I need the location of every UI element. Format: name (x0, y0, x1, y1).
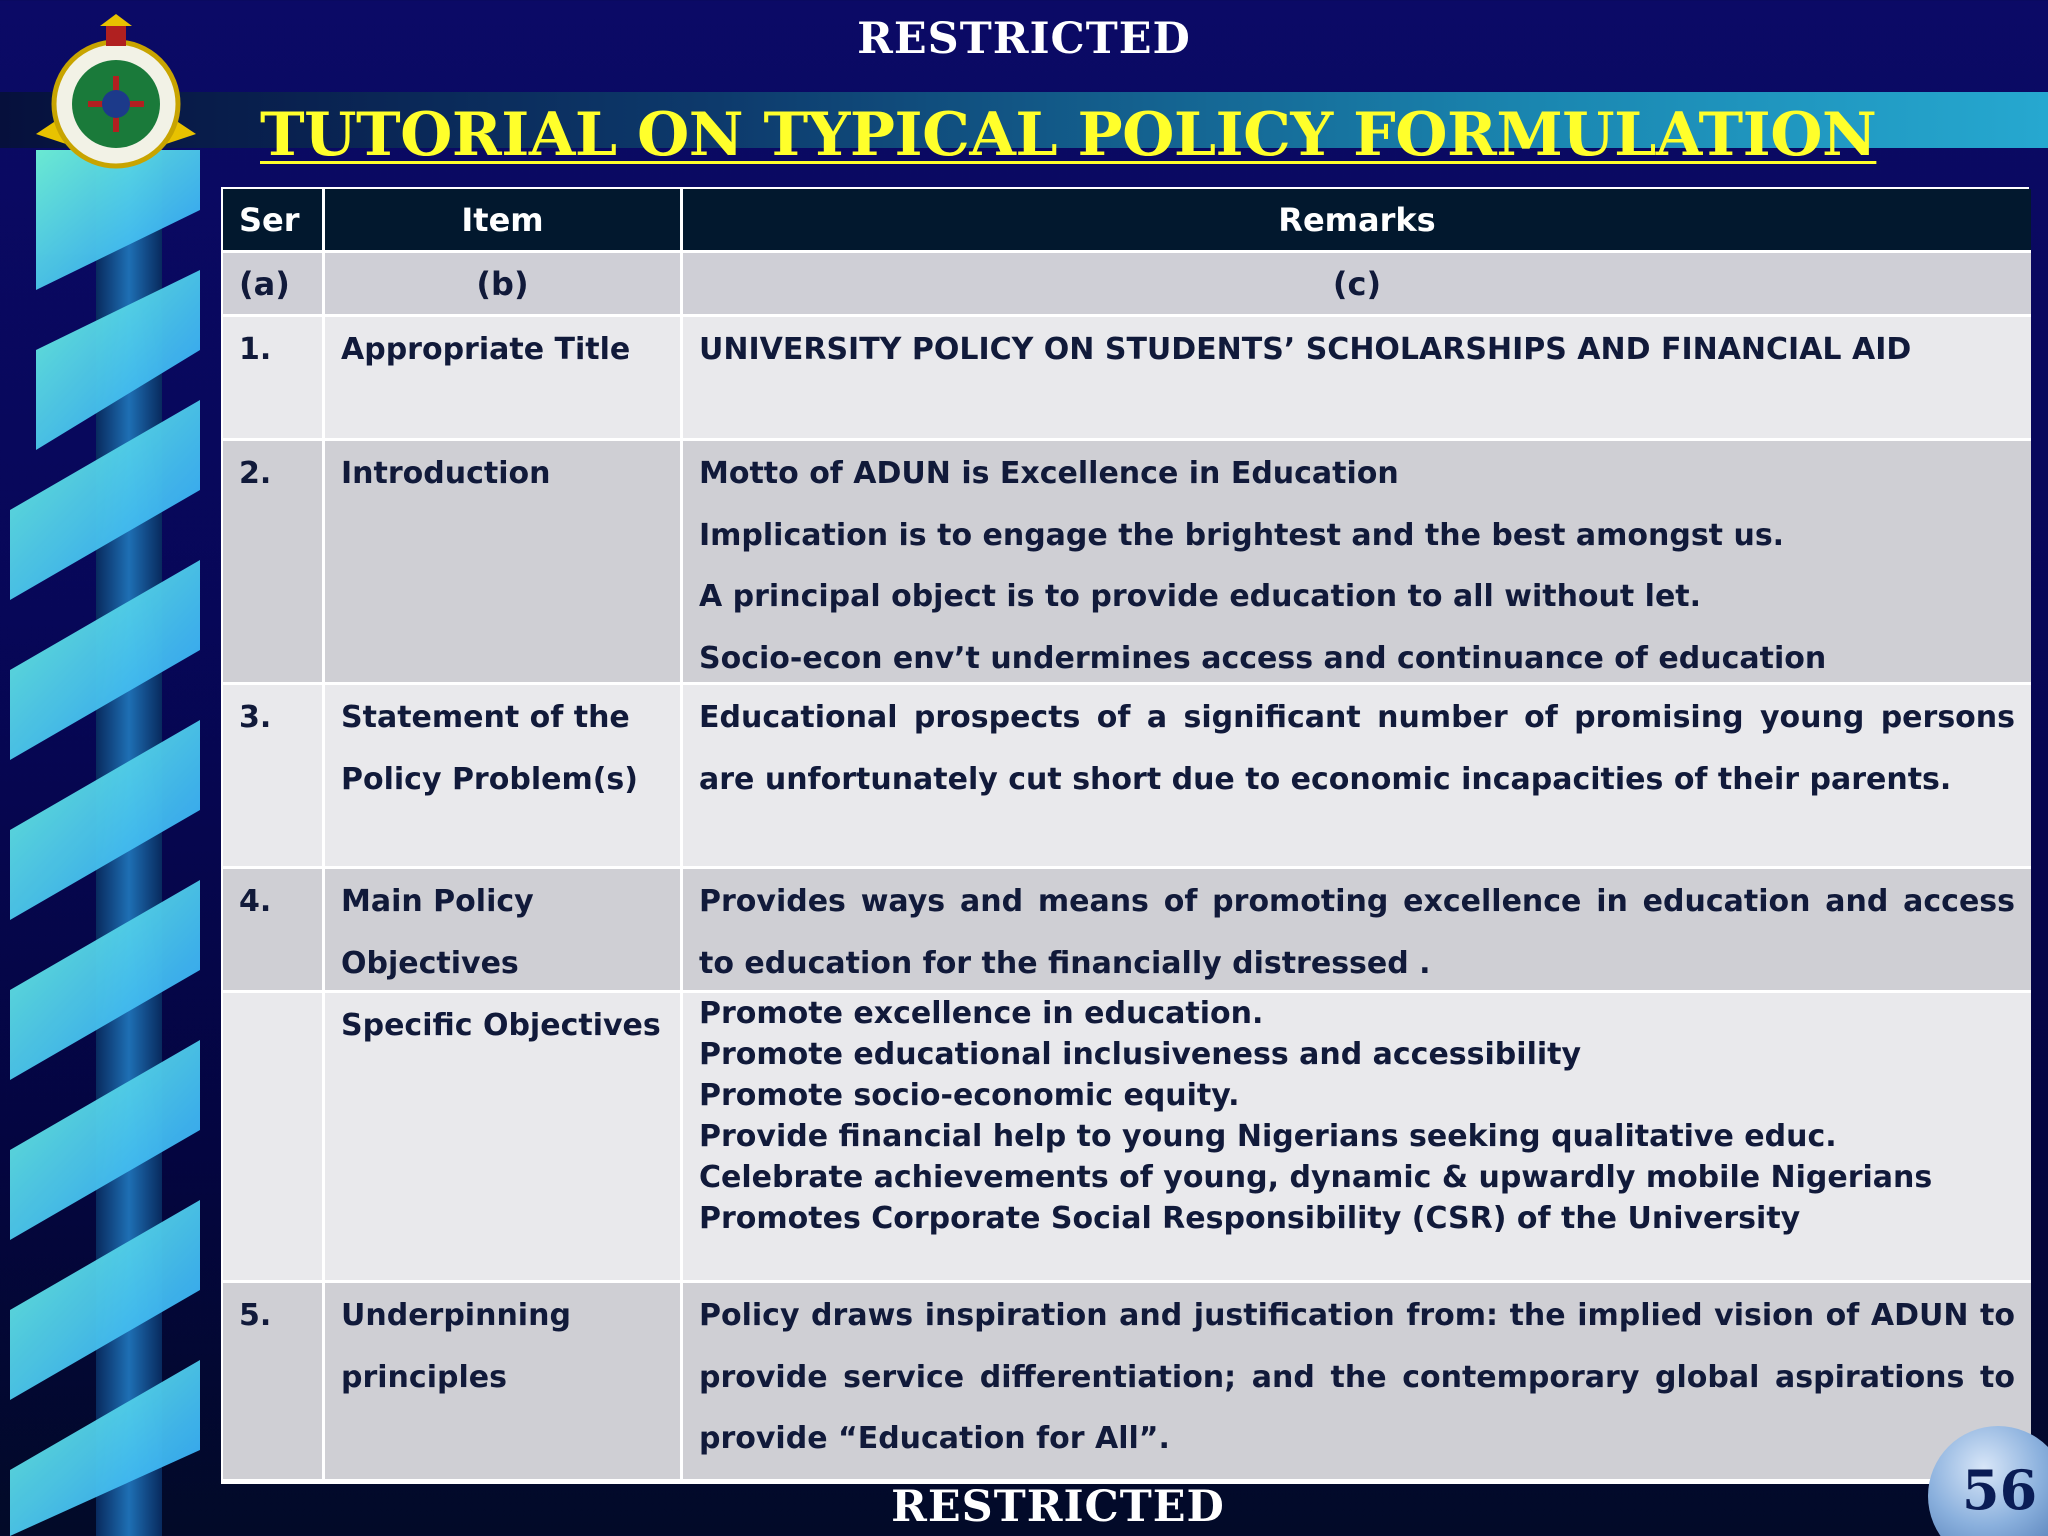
policy-table (221, 187, 2029, 1484)
row-4-ser: 4. (223, 869, 325, 993)
remark-line: Provide financial help to young Nigerians seeking qualitative educ. (699, 1119, 1837, 1154)
row-5-ser: 5. (223, 1283, 325, 1482)
row-4-remarks: Provides ways and means of promoting excellence in education and access to education for the financially distressed . (683, 869, 2031, 993)
row-3-remarks: Educational prospects of a significant number of promising young persons are unfortunately cut short due to economic incapacities of their parents. (683, 685, 2031, 869)
row-1-ser: 1. (223, 317, 325, 441)
row-2-remarks (683, 441, 2031, 685)
row-3-ser: 3. (223, 685, 325, 869)
remark-line: Socio-econ env’t undermines access and continuance of education (699, 640, 1827, 676)
row-5-item: Underpinning principles (325, 1283, 683, 1482)
decorative-ribbon (0, 150, 225, 1536)
remark-line: Promote socio-economic equity. (699, 1078, 1240, 1113)
remark-line: Promote educational inclusiveness and accessibility (699, 1037, 1582, 1072)
row-4b-remarks (683, 993, 2031, 1283)
header-item: Item (325, 189, 683, 253)
header-remarks: Remarks (683, 189, 2031, 253)
subheader-a: (a) (223, 253, 325, 317)
row-2-ser: 2. (223, 441, 325, 685)
row-1-remarks: UNIVERSITY POLICY ON STUDENTS’ SCHOLARSHIPS AND FINANCIAL AID (683, 317, 2031, 441)
header-ser: Ser (223, 189, 325, 253)
row-5-remarks: Policy draws inspiration and justification from: the implied vision of ADUN to provide service differentiation; and the contemporary global aspirations to provide “Education for All”. (683, 1283, 2031, 1482)
subheader-b: (b) (325, 253, 683, 317)
remark-line: Promote excellence in education. (699, 996, 1264, 1031)
row-2-item: Introduction (325, 441, 683, 685)
row-3-item: Statement of the Policy Problem(s) (325, 685, 683, 869)
subheader-c: (c) (683, 253, 2031, 317)
page-number: 56 (1962, 1458, 2038, 1522)
row-4-item: Main Policy Objectives (325, 869, 683, 993)
remark-line: Celebrate achievements of young, dynamic & upwardly mobile Nigerians (699, 1160, 1933, 1195)
remark-line: Promotes Corporate Social Responsibility (CSR) of the University (699, 1201, 1801, 1236)
slide-title: TUTORIAL ON TYPICAL POLICY FORMULATION (260, 100, 1877, 170)
remark-line: Implication is to engage the brightest and the best amongst us. (699, 517, 1785, 553)
row-1-item: Appropriate Title (325, 317, 683, 441)
restricted-label-bottom: RESTRICTED (891, 1482, 1225, 1532)
remark-line: A principal object is to provide education to all without let. (699, 579, 1702, 614)
row-4b-item: Specific Objectives (325, 993, 683, 1283)
remark-line: Motto of ADUN is Excellence in Education (699, 456, 1399, 491)
restricted-label-top: RESTRICTED (857, 14, 1191, 64)
row-4b-ser (223, 993, 325, 1283)
